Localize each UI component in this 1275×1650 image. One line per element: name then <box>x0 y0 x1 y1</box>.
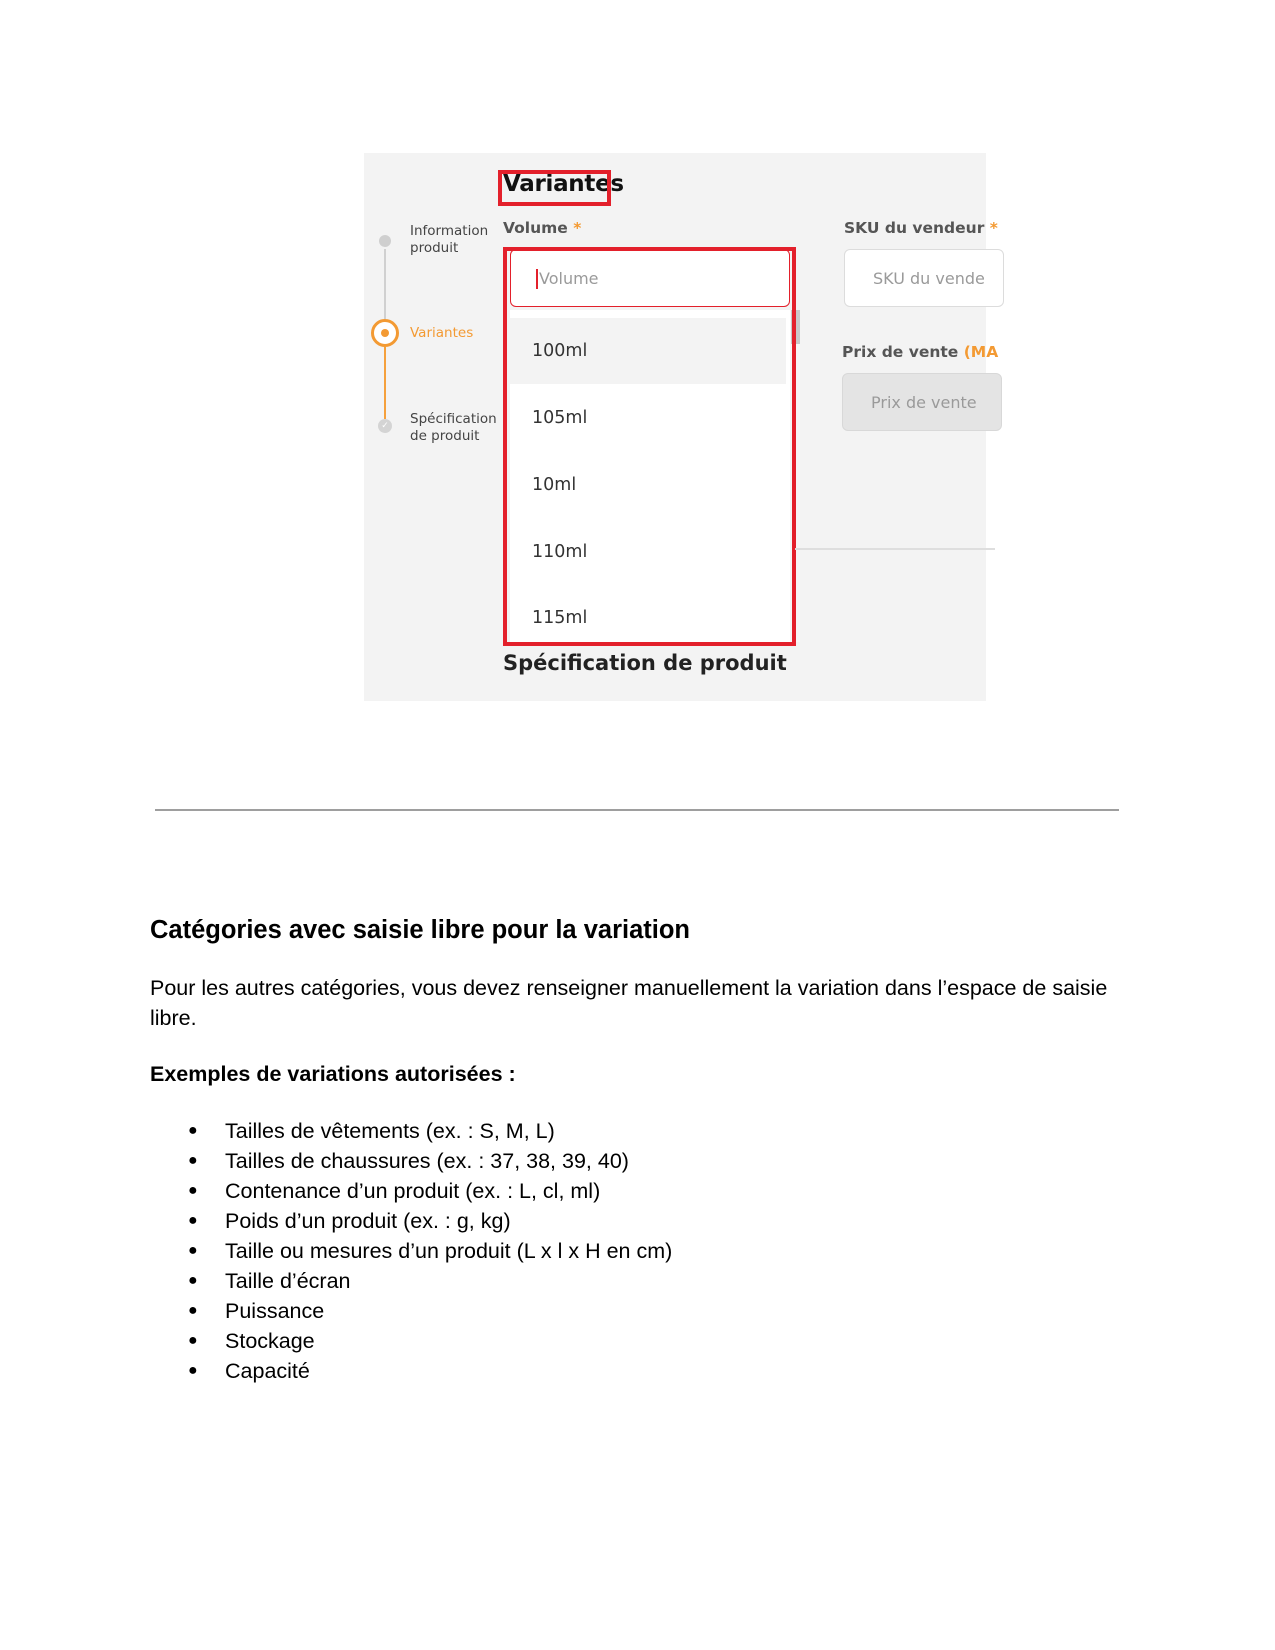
list-item: ● Tailles de chaussures (ex. : 37, 38, 39, 40) <box>150 1146 672 1176</box>
intro-paragraph: Pour les autres catégories, vous devez renseigner manuellement la variation dans l’espace de saisie libre. <box>150 976 1108 1030</box>
list-item: ● Poids d’un produit (ex. : g, kg) <box>150 1206 672 1236</box>
step-dot-variantes <box>371 319 399 347</box>
bullet-icon: ● <box>188 1272 198 1289</box>
bullet-icon: ● <box>188 1212 198 1229</box>
sku-input[interactable] <box>844 249 1004 307</box>
step-label-specification[interactable]: Spécification de produit <box>410 411 497 444</box>
section-divider <box>795 548 995 550</box>
dropdown-highlight-box <box>503 247 796 646</box>
stepper-line-top <box>384 249 386 319</box>
bullet-icon: ● <box>188 1122 198 1139</box>
dropdown-option[interactable]: 105ml <box>532 408 588 428</box>
step-label-variantes[interactable]: Variantes <box>410 325 474 341</box>
step-dot-info <box>379 235 391 247</box>
bullet-icon: ● <box>188 1242 198 1259</box>
list-item: ● Stockage <box>150 1326 672 1356</box>
volume-placeholder: Volume <box>539 269 599 288</box>
list-item: ● Capacité <box>150 1356 672 1386</box>
bullet-icon: ● <box>188 1362 198 1379</box>
check-icon: ✓ <box>378 419 392 433</box>
list-item: ● Taille d’écran <box>150 1266 672 1296</box>
required-mark: * <box>573 219 582 237</box>
list-item: ● Contenance d’un produit (ex. : L, cl, ml) <box>150 1176 672 1206</box>
horizontal-rule <box>155 809 1119 811</box>
list-item: ● Taille ou mesures d’un produit (L x l x H en cm) <box>150 1236 672 1266</box>
required-mark: * <box>989 219 998 237</box>
bullet-icon: ● <box>188 1182 198 1199</box>
bullet-icon: ● <box>188 1152 198 1169</box>
step-label-info[interactable]: Information produit <box>410 223 489 256</box>
dropdown-option[interactable]: 110ml <box>532 542 588 562</box>
section-title: Variantes <box>503 171 624 197</box>
sku-placeholder: SKU du vende <box>873 269 985 288</box>
prix-input[interactable] <box>842 373 1002 431</box>
dropdown-option[interactable]: 10ml <box>532 475 577 495</box>
prix-label-suffix: (MA <box>963 343 999 361</box>
prix-label: Prix de vente (MA <box>842 343 999 361</box>
list-item: ● Puissance <box>150 1296 672 1326</box>
specification-heading: Spécification de produit <box>503 651 787 675</box>
section-heading: Catégories avec saisie libre pour la variation <box>150 916 690 944</box>
examples-subheading: Exemples de variations autorisées : <box>150 1062 516 1086</box>
sku-label: SKU du vendeur * <box>844 219 998 237</box>
examples-list <box>150 1116 672 1386</box>
title-highlight-box <box>498 170 611 206</box>
dropdown-option[interactable]: 115ml <box>532 608 588 628</box>
bullet-icon: ● <box>188 1332 198 1349</box>
stepper-line-bottom <box>384 347 386 419</box>
dropdown-option[interactable]: 100ml <box>510 318 786 384</box>
list-item: ● Tailles de vêtements (ex. : S, M, L) <box>150 1116 672 1146</box>
volume-label: Volume * <box>503 219 582 237</box>
prix-placeholder: Prix de vente <box>871 393 977 412</box>
embedded-screenshot <box>364 153 999 701</box>
bullet-icon: ● <box>188 1302 198 1319</box>
